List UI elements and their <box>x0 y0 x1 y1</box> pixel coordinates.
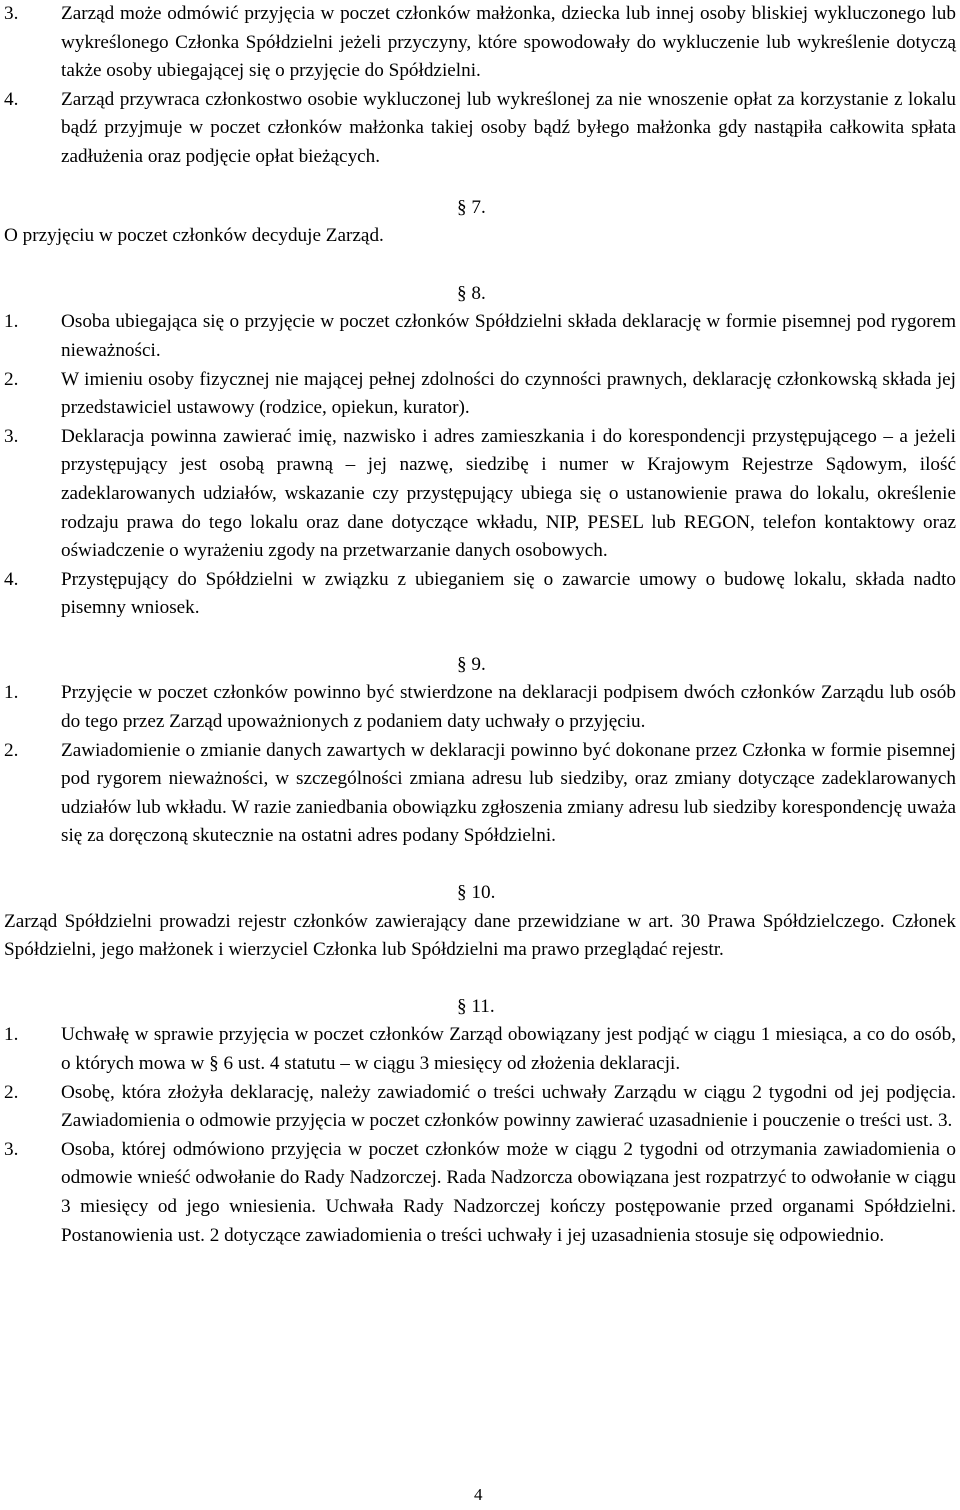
item-number: 2. <box>4 739 19 761</box>
item-text: Przyjęcie w poczet członków powinno być stwierdzone na deklaracji podpisem dwóch członków Zarządu lub osób do tego przez Zarząd upoważnionych z podaniem daty uchwały o przyjęciu. <box>61 682 956 733</box>
section-heading: § 9. <box>457 653 486 675</box>
item-number: 2. <box>4 1081 19 1103</box>
item-number: 4. <box>4 568 19 590</box>
item-text: Przystępujący do Spółdzielni w związku z ubieganiem się o zawarcie umowy o budowę lokalu, składa nadto pisemny wniosek. <box>61 568 956 619</box>
item-number: 3. <box>4 1138 19 1160</box>
item-number: 3. <box>4 3 19 24</box>
list-item <box>4 86 956 172</box>
list-item <box>4 566 956 623</box>
list-item <box>4 423 956 566</box>
item-text: Zarząd może odmówić przyjęcia w poczet członków małżonka, dziecka lub innej osoby bliskiej wykluczonego lub wykreślonego Członka Spółdzielni jeżeli przyczyny, które spowodowały do wykluczenie lub wykreślenie dotyczą także osoby ubiegającej się o przyjęcie do Spółdzielni. <box>61 3 956 82</box>
item-text: Zarząd przywraca członkostwo osobie wykluczonej lub wykreślonej za nie wnoszenie opłat za korzystanie z lokalu bądź przyjmuje w poczet członków małżonka takiej osoby bądź byłego małżonka gdy nastąpiła całkowita spłata zadłużenia oraz podjęcie opłat bieżących. <box>61 88 956 167</box>
item-text: Deklaracja powinna zawierać imię, nazwisko i adres zamieszkania i do korespondencji przystępującego – a jeżeli przystępujący jest osobą prawną – jej nazwę, siedzibę i numer w Krajowym Rejestrze Sądowym, ilość zadeklarowanych udziałów, wskazanie czy przystępujący ubiega się o ustanowienie prawa do lokalu, określenie rodzaju prawa do tego lokalu oraz dane dotyczące wkładu, NIP, PESEL lub REGON, telefon kontaktowy oraz oświadczenie o wyrażeniu zgody na przetwarzanie danych osobowych. <box>61 425 956 562</box>
item-text: Zawiadomienie o zmianie danych zawartych w deklaracji powinno być dokonane przez Członka w formie pisemnej pod rygorem nieważności, w szczególności zmiana adresu lub siedziby, oraz zmiany dotyczące zadeklarowanych udziałów lub wkładu. W razie zaniedbania obowiązku zgłoszenia zmiany adresu lub siedziby korespondencję uważa się za doręczoną skutecznie na ostatni adres podany Spółdzielni. <box>61 739 956 847</box>
paragraph: Zarząd Spółdzielni prowadzi rejestr członków zawierający dane przewidziane w art. 30 Prawa Spółdzielczego. Członek Spółdzielni, jego małżonek i wierzyciel Członka lub Spółdzielni ma prawo przeglądać rejestr. <box>4 910 956 961</box>
page-number: 4 <box>474 1485 483 1504</box>
item-number: 3. <box>4 425 19 447</box>
list-item <box>4 308 956 365</box>
list-item <box>4 679 956 736</box>
section-heading: § 8. <box>457 282 486 304</box>
section-heading: § 7. <box>457 196 486 218</box>
section-heading: § 10. <box>457 882 496 904</box>
item-text: Osoba, której odmówiono przyjęcia w poczet członków może w ciągu 2 tygodni od otrzymania zawiadomienia o odmowie wnieść odwołanie do Rady Nadzorczej. Rada Nadzorcza obowiązana jest rozpatrzyć to odwołanie w ciągu 3 miesięcy od jego wniesienia. Uchwała Rady Nadzorczej kończy postępowanie przed organami Spółdzielni. Postanowienia ust. 2 dotyczące zawiadomienia o treści uchwały i jej uzasadnienia stosuje się odpowiednio. <box>61 1138 956 1246</box>
list-item <box>4 366 956 423</box>
item-number: 1. <box>4 682 19 704</box>
document-page <box>4 0 956 1250</box>
list-item <box>4 737 956 851</box>
paragraph: O przyjęciu w poczet członków decyduje Zarząd. <box>4 225 384 247</box>
list-item <box>4 0 956 86</box>
item-number: 1. <box>4 1024 19 1046</box>
section-heading: § 11. <box>457 995 495 1017</box>
item-text: Uchwałę w sprawie przyjęcia w poczet członków Zarząd obowiązany jest podjąć w ciągu 1 miesiąca, a co do osób, o których mowa w § 6 ust. 4 statutu – w ciągu 3 miesięcy od złożenia deklaracji. <box>61 1024 956 1074</box>
item-text: Osobę, która złożyła deklarację, należy zawiadomić o treści uchwały Zarządu w ciągu 2 tygodni od jej podjęcia. Zawiadomienia o odmowie przyjęcia w poczet członków powinny zawierać uzasadnienie i pouczenie o treści ust. 3. <box>61 1081 956 1132</box>
item-text: Osoba ubiegająca się o przyjęcie w poczet członków Spółdzielni składa deklarację w formie pisemnej pod rygorem nieważności. <box>61 311 956 361</box>
item-number: 1. <box>4 311 19 333</box>
list-item <box>4 1021 956 1078</box>
item-number: 4. <box>4 88 19 110</box>
item-text: W imieniu osoby fizycznej nie mającej pełnej zdolności do czynności prawnych, deklarację członkowską składa jej przedstawiciel ustawowy (rodzice, opiekun, kurator). <box>61 368 956 419</box>
item-number: 2. <box>4 368 19 390</box>
list-item <box>4 1136 956 1250</box>
list-item <box>4 1079 956 1136</box>
